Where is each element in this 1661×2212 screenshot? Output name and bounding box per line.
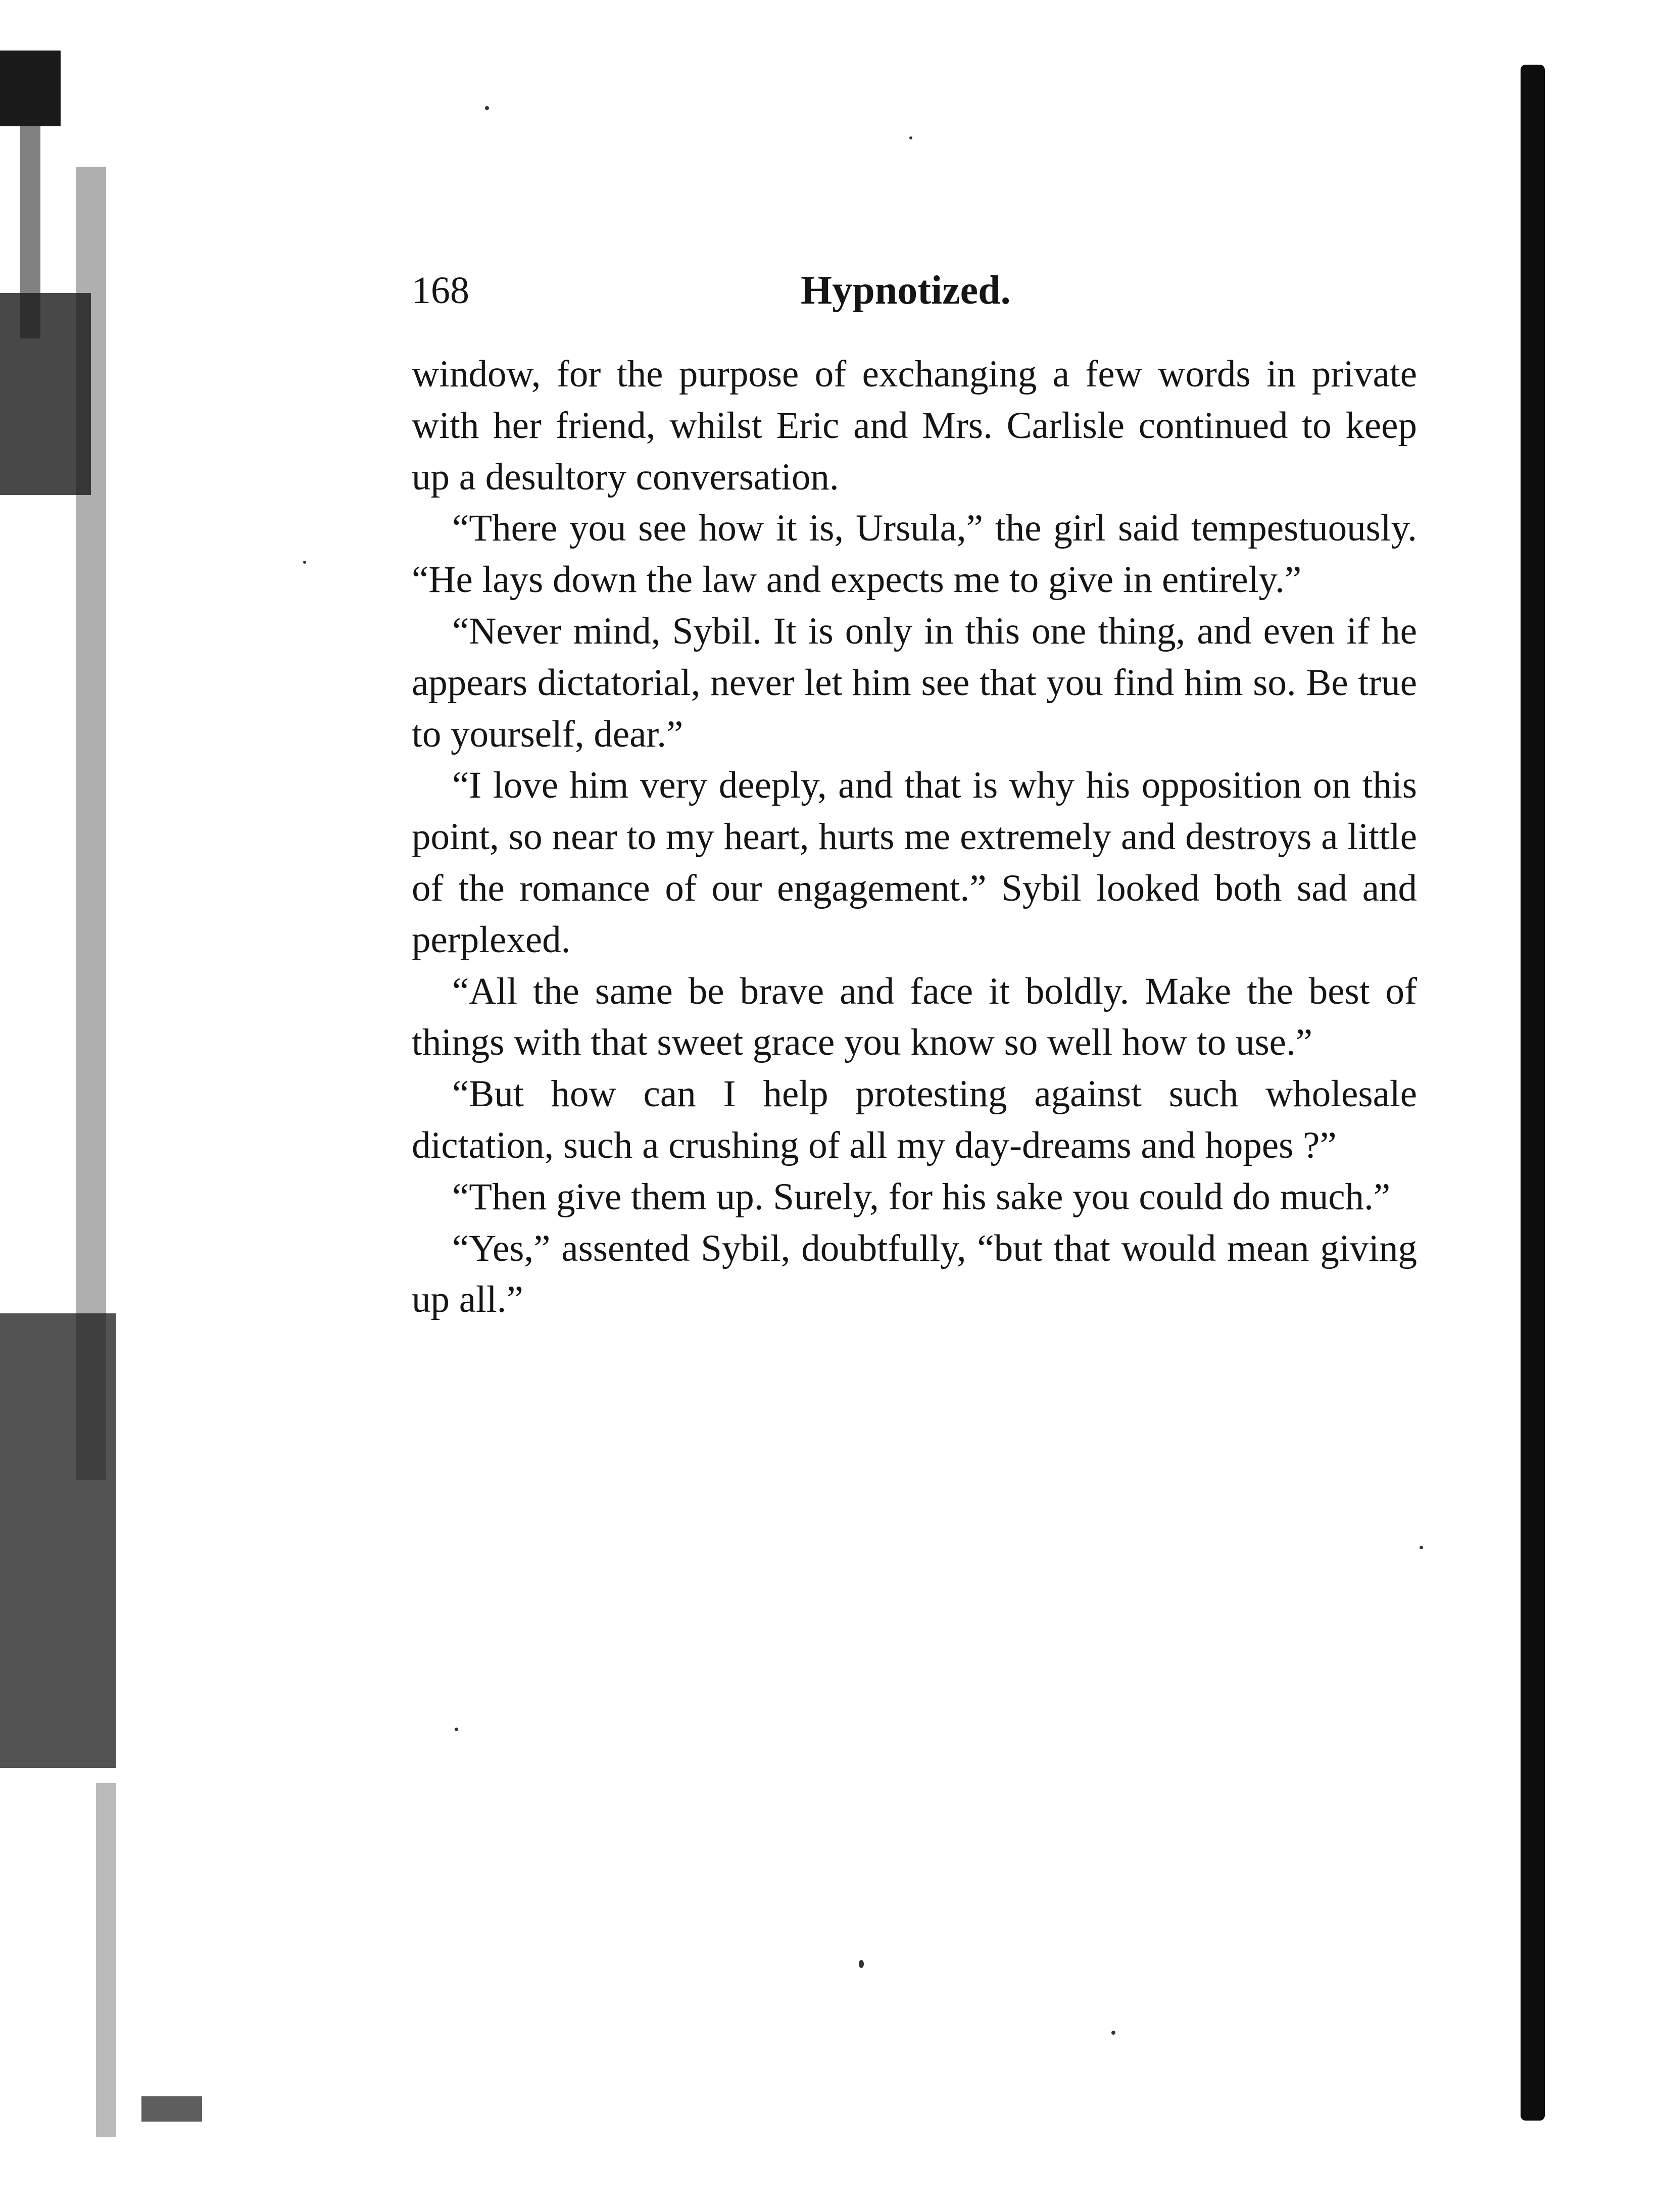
scan-speck [909,136,912,139]
body-text [412,349,1417,1325]
page-header [412,263,1417,318]
scan-dark-block [141,2096,202,2122]
paragraph: “Never mind, Sybil. It is only in this one thing, and even if he appears dictatorial, never let him see that you find him so. Be true to yourself, dear.” [412,610,1417,755]
scan-left-edge [0,40,131,2187]
scan-right-edge-bar [1521,65,1545,2121]
scan-speck [303,561,306,564]
paragraph: “All the same be brave and face it boldly. Make the best of things with that sweet grace you know so well how to use.” [412,970,1417,1064]
paragraph: “I love him very deeply, and that is why his opposition on this point, so near to my heart, hurts me extremely and destroys a little of the romance of our engagement.” Sybil looked both sad and perplexed. [412,764,1417,961]
paragraph: “Then give them up. Surely, for his sake you could do much.” [452,1175,1391,1218]
scan-noise-strip [76,167,106,1480]
paragraph: “Yes,” assented Sybil, doubtfully, “but that would mean giving up all.” [412,1227,1417,1321]
scan-speck [1111,2031,1115,2035]
page-number: 168 [412,269,469,312]
paragraph: “But how can I help protesting against such wholesale dictation, such a crushing of all my day-dreams and hopes ?” [412,1073,1417,1166]
scan-dark-block [0,1313,116,1768]
paragraph: window, for the purpose of exchanging a few words in private with her friend, whilst Eric and Mrs. Carlisle continued to keep up a desultory conversation. [412,353,1417,498]
scan-noise-strip [96,1783,116,2137]
scan-speck [455,1728,458,1731]
scan-speck [1420,1546,1423,1549]
scan-dark-block [0,51,61,126]
running-title: Hypnotized. [801,268,1011,313]
scan-speck [859,1960,864,1968]
scan-speck [485,106,489,110]
paragraph: “There you see how it is, Ursula,” the girl said tempestuously. “He lays down the law and expects me to give in entirely.” [412,507,1417,601]
